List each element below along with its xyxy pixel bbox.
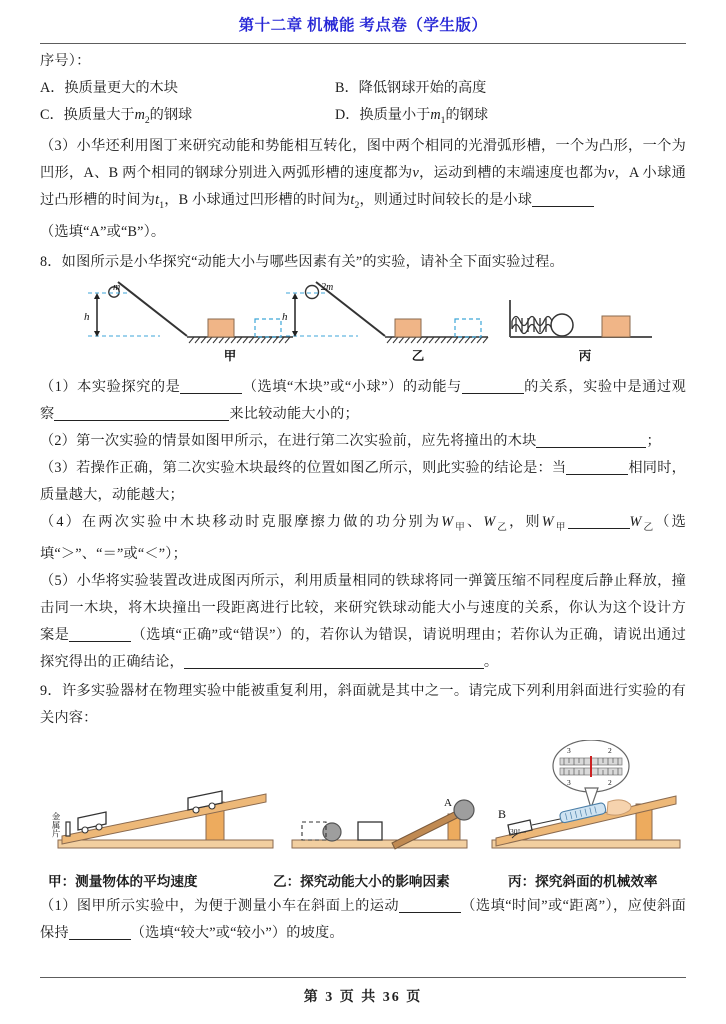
option-b: B．降低钢球开始的高度 [335, 79, 487, 96]
scale-number-top-left: 3 [567, 746, 571, 756]
header-divider [40, 43, 686, 44]
label-angle-30: 30° [510, 827, 521, 837]
option-a: A．换质量更大的木块 [40, 79, 178, 96]
question-8-sub-1: （1）本实验探究的是 （选填“木块”或“小球”）的动能与 的关系，实验中是通过观察 来比较动能大小的； [40, 379, 686, 423]
answer-blank[interactable] [399, 912, 461, 913]
answer-blank[interactable] [180, 393, 242, 394]
label-mass-m: m [113, 282, 121, 294]
question-8-sub-4: （4）在两次实验中木块移动时克服摩擦力做的功分别为$W_甲$、$W_乙$，则$W_甲$ $W_乙$（选填“＞”、“＝”或“＜”）； [40, 514, 687, 563]
label-ball-a: A [444, 797, 452, 810]
question-9-captions [40, 870, 686, 890]
option-row-ab [40, 75, 686, 102]
figure9-yi-group [292, 797, 474, 849]
question-9-stem: 9．许多实验器材在物理实验中能被重复利用，斜面就是其中之一。请完成下列利用斜面进行实验的有关内容： [40, 683, 686, 727]
label-height-h-jia: h [84, 311, 90, 324]
question-8-sub-5: （5）小华将实验装置改进成图丙所示，利用质量相同的铁球将同一弹簧压缩不同程度后静止释放，撞击同一木块，将木块撞出一段距离进行比较，来研究铁球动能大小与速度的关系，你认为这个设计方案是 （选填“正确”或“错误”）的，若你认为错误，请说明理由；若你认为正确，请说出通过探究得出的正确结论， 。 [40, 573, 686, 671]
figure9-jia-group [51, 791, 273, 848]
caption-9-jia: 甲：测量物体的平均速度 [48, 874, 198, 890]
figure-bing-group [510, 300, 652, 363]
answer-blank[interactable] [69, 939, 131, 940]
label-height-h-yi: h [282, 311, 288, 324]
question-9-figure [40, 740, 686, 870]
page-title: 第十二章 机械能 考点卷（学生版） [238, 17, 488, 34]
answer-blank[interactable] [184, 668, 484, 669]
question-8-stem: 8．如图所示是小华探究“动能大小与哪些因素有关”的实验，请补全下面实验过程。 [40, 254, 564, 271]
figure9-bing-group [492, 740, 680, 848]
caption-bing: 丙 [578, 349, 592, 364]
option-c: C．换质量大于$m_2$的钢球 [40, 106, 193, 126]
label-metal-plate: 金属片 [51, 812, 61, 838]
label-mass-2m: 2m [321, 282, 334, 294]
lead-line: 序号）： [40, 52, 91, 69]
question-8-sub-2: （2）第一次实验的情景如图甲所示，在进行第二次实验前，应先将撞出的木块 ； [40, 433, 661, 450]
answer-blank[interactable] [566, 474, 628, 475]
answer-blank[interactable] [54, 420, 229, 421]
figure-yi-group [282, 282, 488, 363]
caption-9-bing: 丙：探究斜面的机械效率 [508, 874, 658, 890]
footer-divider [40, 977, 686, 978]
option-d: D．换质量小于$m_1$的钢球 [335, 106, 489, 126]
scale-number-bottom-left: 3 [567, 778, 571, 788]
scale-number-top-right: 2 [608, 746, 612, 756]
question-8-figure [40, 280, 686, 372]
caption-jia: 甲 [223, 349, 237, 364]
answer-blank[interactable] [536, 447, 646, 448]
question-7-part-3: （3）小华还利用图丁来研究动能和势能相互转化，图中两个相同的光滑弧形槽，一个为凸形，一个为凹形，A、B 两个相同的钢球分别进入两弧形槽的速度都为v，运动到槽的末端速度也都为v，A 小球通过凸形槽的时间为$t_1$，B 小球通过凹形槽的时间为$t_2$，则通过时间较长的是小球 （选填“A”或“B”）。 [40, 138, 686, 241]
page-footer: 第 3 页 共 36 页 [303, 990, 423, 1005]
caption-yi: 乙 [411, 349, 425, 364]
question-8-sub-3: （3）若操作正确，第二次实验木块最终的位置如图乙所示，则此实验的结论是：当 相同时，质量越大，动能越大； [40, 460, 686, 504]
answer-blank[interactable] [462, 393, 524, 394]
spring-scale-callout [553, 740, 629, 808]
label-block-b: B [498, 807, 507, 822]
caption-9-yi: 乙：探究动能大小的影响因素 [273, 874, 450, 890]
scale-number-bottom-right: 2 [608, 778, 612, 788]
figure-jia-group [84, 282, 293, 363]
question-9-sub-1: （1）图甲所示实验中，为便于测量小车在斜面上的运动 （选填“时间”或“距离”），应使斜面保持 （选填“较大”或“较小”）的坡度。 [40, 898, 686, 942]
answer-blank[interactable] [568, 528, 630, 529]
answer-blank[interactable] [69, 641, 131, 642]
answer-blank[interactable] [532, 206, 594, 207]
option-row-cd [40, 102, 686, 134]
